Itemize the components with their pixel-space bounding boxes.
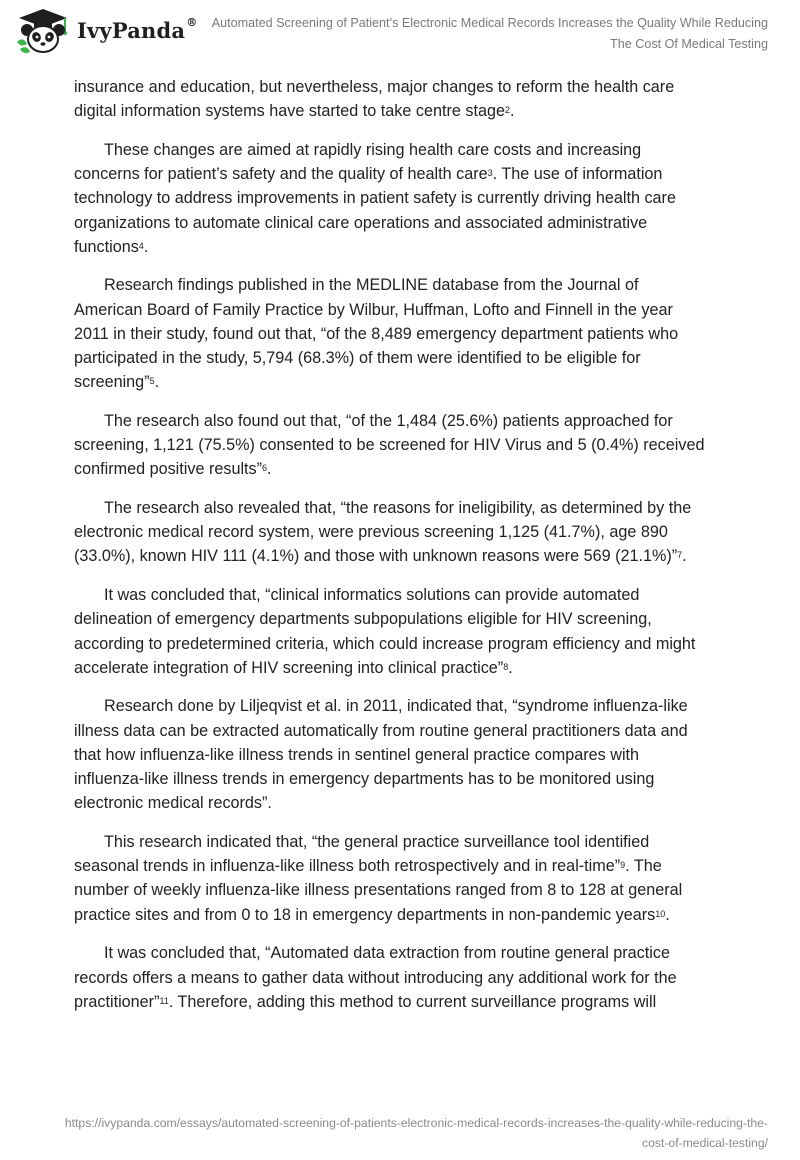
footnote-ref[interactable]: 2 [504, 105, 510, 116]
paragraph: It was concluded that, “Automated data extraction from routine general practice records offers a means to gather data without introducing any additional work for the practitioner”$^{11}$. Therefore, adding this method to current surveillance programs will [74, 944, 677, 1011]
panda-graduate-icon [14, 8, 72, 54]
footnote-ref[interactable]: 9 [620, 860, 626, 871]
footnote-ref[interactable]: 11 [159, 995, 169, 1006]
paragraph: Research findings published in the MEDLINE database from the Journal of American Board of Family Practice by Wilbur, Huffman, Lofto and Finnell in the year 2011 in their study, found out that, “of the 8,489 emergency department patients who participated in the study, 5,794 (68.3%) of them were identified to be eligible for screening”$^5$. [74, 276, 679, 392]
footnote-ref[interactable]: 4 [138, 240, 144, 251]
footnote-ref[interactable]: 8 [503, 661, 509, 672]
paragraph: This research indicated that, “the general practice surveillance tool identified seasonal trends in influenza-like illness both retrospectively and in real-time”$^9$. The number of weekly influenza-like illness presentations ranged from 8 to 128 at general practice sites and from 0 to 18 in emergency departments in non-pandemic years$^{10}$. [74, 832, 683, 924]
brand-name: IvyPanda® [77, 16, 198, 43]
paragraph: Research done by Liljeqvist et al. in 2011, indicated that, “syndrome influenza-like illness data can be extracted automatically from routine general practitioners data and that how influenza-like illness trends in sentinel general practice compares with influenza-like illness trends in emergency departments has to be monitored using electronic medical records”. [74, 697, 688, 813]
paragraph: These changes are aimed at rapidly rising health care costs and increasing concerns for patient’s safety and the quality of health care$^3$. The use of information technology to address improvements in patient safety is currently driving health care organizations to automate clinical care operations and associated administrative functions$^4$. [74, 140, 676, 256]
paragraph: The research also found out that, “of the 1,484 (25.6%) patients approached for screening, 1,121 (75.5%) consented to be screened for HIV Virus and 5 (0.4%) received confirmed positive results”$^6$. [74, 411, 705, 479]
source-url-line-1: https://ivypanda.com/essays/automated-screening-of-patients-electronic-medical-records-increases-the-quality-while-reducing-the- [64, 1116, 768, 1130]
document-title-line-1: Automated Screening of Patient’s Electronic Medical Records Increases the Quality While Reducing [211, 16, 768, 30]
essay-body [74, 75, 734, 1028]
paragraph: insurance and education, but nevertheless, major changes to reform the health care digital information systems have started to take centre stage$^2$. [74, 78, 675, 121]
paragraph: It was concluded that, “clinical informatics solutions can provide automated delineation of emergency departments subpopulations eligible for HIV screening, according to predetermined criteria, which could increase program efficiency and might accelerate integration of HIV screening into clinical practice”$^8$. [74, 586, 696, 677]
document-title [208, 13, 768, 55]
source-url-line-2: cost-of-medical-testing/ [642, 1136, 768, 1150]
page-header [0, 0, 800, 70]
paragraph: The research also revealed that, “the reasons for ineligibility, as determined by the electronic medical record system, were previous screening 1,125 (41.7%), age 890 (33.0%), known HIV 111 (4.1%) and those with unknown reasons were 569 (21.1%)”$^7$. [74, 499, 692, 566]
document-title-line-2: The Cost Of Medical Testing [610, 37, 768, 51]
footnote-ref[interactable]: 10 [655, 908, 666, 919]
footnote-ref[interactable]: 7 [677, 550, 683, 561]
footnote-ref[interactable]: 3 [487, 168, 493, 179]
brand-logo[interactable] [14, 8, 198, 54]
footnote-ref[interactable]: 6 [262, 463, 268, 474]
footnote-ref[interactable]: 5 [149, 376, 155, 387]
source-url[interactable] [28, 1113, 768, 1153]
